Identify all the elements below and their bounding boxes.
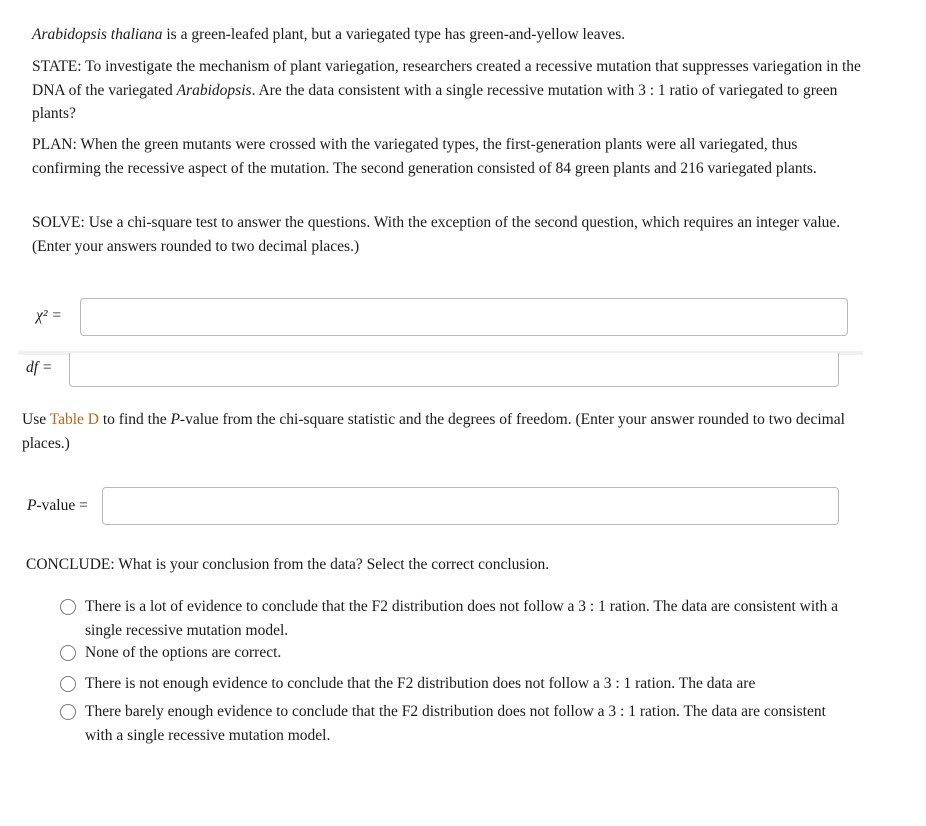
df-input[interactable] [69,353,839,387]
radio-button[interactable] [60,676,76,692]
conclusion-option-3[interactable] [60,674,850,696]
radio-button[interactable] [60,599,76,615]
conclusion-option-2[interactable] [60,643,850,665]
chi-square-input[interactable] [80,298,848,336]
instruction-p: P [170,411,180,428]
state-genus: Arabidopsis [176,81,252,99]
chi-square-label [36,307,62,325]
instruction-text-3: -value from the chi-square statistic and the degrees of freedom. (Enter your answer rounded to two decimal places.) [22,411,845,452]
p-value-label [27,497,88,515]
df-label [26,359,52,377]
option-label: There is not enough evidence to conclude that the F2 distribution does not follow a 3 : 1 ration. The data are [85,675,756,692]
intro-text: is a green-leafed plant, but a variegated type has green-and-yellow leaves. [162,26,626,43]
option-label: There barely enough evidence to conclude that the F2 distribution does not follow a 3 : 1 ration. The data are consistent with a single recessive mutation model. [85,703,826,744]
intro-paragraph [32,23,862,47]
table-d-link[interactable]: Table D [49,411,99,428]
p-value-label-p: P [27,497,37,514]
p-value-label-rest: -value = [36,497,88,514]
state-text-1: STATE: To investigate the mechanism of plant variegation, researchers created a recessive mutation that suppresses variegation in the DNA of the variegated [32,58,861,99]
conclusion-option-1[interactable] [60,597,850,642]
instruction-text-1: Use [22,411,50,428]
radio-button[interactable] [60,645,76,661]
solve-paragraph: SOLVE: Use a chi-square test to answer the questions. With the exception of the second question, which requires an integer value. (Enter your answers rounded to two decimal places.) [32,214,841,255]
p-value-input[interactable] [102,487,839,525]
state-paragraph [32,55,862,126]
conclusion-option-4[interactable] [60,702,850,747]
chi-square-label-text: χ² = [36,307,62,324]
df-label-text: df = [26,359,53,376]
instruction-text-2: to find the [98,411,171,428]
state-text-2: . Are the data consistent with a single recessive mutation with 3 : 1 ratio of variegated to green plants? [32,81,838,122]
radio-button[interactable] [60,704,76,720]
species-name: Arabidopsis thaliana [32,26,163,43]
option-label: None of the options are correct. [85,644,282,661]
conclude-question: CONCLUDE: What is your conclusion from the data? Select the correct conclusion. [26,556,550,573]
plan-paragraph: PLAN: When the green mutants were crossed with the variegated types, the first-generation plants were all variegated, thus confirming the recessive aspect of the mutation. The second generation consisted of 84 green plants and 216 variegated plants. [32,136,817,177]
table-d-instruction [22,408,852,455]
option-label: There is a lot of evidence to conclude that the F2 distribution does not follow a 3 : 1 ration. The data are consistent with a single recessive mutation model. [85,598,838,639]
